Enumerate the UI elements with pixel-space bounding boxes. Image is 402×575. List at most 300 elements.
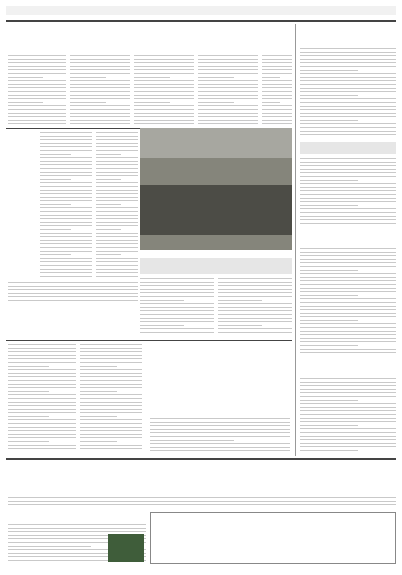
- text-line: [140, 310, 214, 311]
- text-line: [8, 501, 396, 502]
- text-line: [218, 282, 292, 283]
- text-line: [8, 296, 138, 297]
- text-line: [150, 429, 290, 430]
- text-line: [40, 150, 92, 151]
- text-line: [198, 102, 234, 103]
- text-line: [40, 186, 92, 187]
- lead-photo-sky: [140, 128, 292, 158]
- lead-body-col-1: [8, 55, 66, 127]
- text-line: [96, 251, 138, 252]
- text-line: [150, 422, 290, 423]
- text-line: [134, 69, 194, 70]
- text-line: [300, 252, 396, 253]
- text-line: [150, 425, 290, 426]
- text-line: [300, 385, 396, 386]
- text-line: [134, 62, 194, 63]
- text-line: [8, 293, 138, 294]
- text-line: [96, 258, 138, 259]
- text-line: [8, 348, 76, 349]
- text-line: [300, 80, 396, 81]
- text-line: [150, 450, 290, 451]
- text-line: [80, 419, 142, 420]
- text-line: [70, 98, 130, 99]
- text-line: [300, 131, 396, 132]
- text-line: [300, 109, 396, 110]
- text-line: [8, 80, 66, 81]
- text-line: [80, 409, 142, 410]
- text-line: [70, 66, 130, 67]
- text-line: [96, 236, 138, 237]
- text-line: [300, 84, 396, 85]
- text-line: [218, 296, 292, 297]
- text-line: [80, 437, 142, 438]
- text-line: [300, 446, 396, 447]
- text-line: [40, 182, 92, 183]
- text-line: [300, 338, 396, 339]
- text-line: [96, 197, 138, 198]
- text-line: [96, 215, 138, 216]
- text-line: [40, 243, 92, 244]
- text-line: [80, 445, 142, 446]
- text-line: [70, 59, 130, 60]
- text-line: [300, 183, 396, 184]
- text-line: [300, 52, 396, 53]
- text-line: [96, 225, 138, 226]
- text-line: [8, 300, 138, 301]
- text-line: [300, 176, 396, 177]
- text-line: [300, 95, 358, 96]
- text-line: [40, 132, 92, 133]
- text-line: [300, 208, 396, 209]
- text-line: [300, 421, 396, 422]
- text-line: [96, 261, 138, 262]
- text-line: [8, 504, 396, 505]
- text-line: [140, 303, 214, 304]
- text-line: [262, 120, 292, 121]
- text-line: [300, 120, 358, 121]
- text-line: [96, 243, 138, 244]
- left-body-c: [8, 282, 138, 306]
- text-line: [96, 172, 138, 173]
- text-line: [262, 95, 292, 96]
- text-line: [262, 69, 292, 70]
- text-line: [300, 392, 396, 393]
- text-line: [300, 219, 396, 220]
- text-line: [262, 102, 280, 103]
- text-line: [300, 198, 396, 199]
- text-line: [300, 172, 396, 173]
- text-line: [40, 261, 92, 262]
- text-line: [40, 272, 92, 273]
- text-line: [40, 236, 92, 237]
- text-line: [96, 154, 121, 155]
- text-line: [300, 396, 396, 397]
- poem-rule: [6, 340, 292, 341]
- text-line: [8, 448, 76, 449]
- text-line: [300, 116, 396, 117]
- text-line: [8, 84, 66, 85]
- right-body-4: [300, 378, 396, 454]
- text-line: [8, 113, 66, 114]
- right-body-2: [300, 158, 396, 228]
- text-line: [198, 109, 258, 110]
- text-line: [262, 113, 292, 114]
- text-line: [96, 190, 138, 191]
- right-divider: [295, 24, 296, 456]
- text-line: [70, 77, 106, 78]
- text-line: [8, 528, 146, 529]
- left-body-a: [40, 132, 92, 282]
- text-line: [8, 109, 66, 110]
- text-line: [140, 282, 214, 283]
- text-line: [300, 352, 396, 353]
- text-line: [96, 269, 138, 270]
- text-line: [40, 154, 71, 155]
- text-line: [140, 321, 214, 322]
- text-line: [40, 215, 92, 216]
- text-line: [300, 382, 396, 383]
- text-line: [300, 432, 396, 433]
- text-line: [300, 113, 396, 114]
- text-line: [70, 120, 130, 121]
- text-line: [8, 402, 76, 403]
- text-line: [8, 59, 66, 60]
- text-line: [40, 190, 92, 191]
- text-line: [70, 113, 130, 114]
- text-line: [198, 91, 258, 92]
- text-line: [198, 66, 258, 67]
- poem-side-text: [8, 344, 76, 454]
- text-line: [300, 302, 396, 303]
- text-line: [300, 98, 396, 99]
- text-line: [300, 291, 396, 292]
- text-line: [80, 416, 117, 417]
- text-line: [300, 205, 358, 206]
- text-line: [134, 73, 194, 74]
- text-line: [96, 179, 121, 180]
- text-line: [8, 77, 43, 78]
- notice-body: [8, 497, 396, 511]
- text-line: [218, 332, 292, 333]
- text-line: [40, 258, 92, 259]
- text-line: [300, 216, 396, 217]
- lead-body-col-2: [70, 55, 130, 127]
- text-line: [300, 169, 396, 170]
- text-line: [300, 323, 396, 324]
- text-line: [96, 132, 138, 133]
- text-line: [198, 55, 258, 56]
- text-line: [262, 105, 292, 106]
- text-line: [96, 139, 138, 140]
- text-line: [80, 380, 142, 381]
- text-line: [40, 269, 92, 270]
- text-line: [8, 98, 66, 99]
- text-line: [8, 69, 66, 70]
- text-line: [262, 73, 292, 74]
- text-line: [96, 200, 138, 201]
- text-line: [198, 69, 258, 70]
- text-line: [70, 84, 130, 85]
- text-line: [70, 80, 130, 81]
- text-line: [262, 116, 292, 117]
- text-line: [8, 423, 76, 424]
- text-line: [96, 182, 138, 183]
- text-line: [70, 116, 130, 117]
- text-line: [96, 254, 121, 255]
- text-line: [300, 389, 396, 390]
- text-line: [300, 127, 396, 128]
- text-line: [134, 77, 170, 78]
- text-line: [218, 321, 292, 322]
- text-line: [8, 394, 76, 395]
- text-line: [96, 222, 138, 223]
- text-line: [262, 77, 280, 78]
- text-line: [262, 87, 292, 88]
- text-line: [8, 87, 66, 88]
- text-line: [300, 55, 396, 56]
- text-line: [218, 285, 292, 286]
- text-line: [134, 80, 194, 81]
- text-line: [300, 443, 396, 444]
- text-line: [300, 284, 396, 285]
- header-rule: [6, 20, 396, 22]
- text-line: [300, 439, 396, 440]
- right-body-3: [300, 248, 396, 358]
- text-line: [80, 430, 142, 431]
- text-line: [8, 497, 396, 498]
- text-line: [80, 369, 142, 370]
- text-line: [300, 180, 358, 181]
- text-line: [300, 407, 396, 408]
- text-line: [8, 289, 138, 290]
- text-line: [8, 416, 49, 417]
- right-body-1: [300, 48, 396, 138]
- text-line: [70, 55, 130, 56]
- text-line: [80, 402, 142, 403]
- text-line: [70, 87, 130, 88]
- text-line: [80, 355, 142, 356]
- text-line: [8, 351, 76, 352]
- text-line: [70, 73, 130, 74]
- text-line: [300, 123, 396, 124]
- text-line: [134, 55, 194, 56]
- notice-rule-top: [6, 458, 396, 460]
- text-line: [300, 450, 358, 451]
- text-line: [300, 295, 358, 296]
- text-line: [8, 546, 91, 547]
- text-line: [80, 348, 142, 349]
- text-line: [8, 380, 76, 381]
- mid-body-a: [140, 278, 214, 338]
- text-line: [96, 240, 138, 241]
- text-line: [8, 55, 66, 56]
- text-line: [140, 332, 214, 333]
- text-line: [198, 73, 258, 74]
- text-line: [300, 280, 396, 281]
- text-line: [40, 229, 71, 230]
- text-line: [300, 223, 396, 224]
- text-line: [262, 98, 292, 99]
- text-line: [80, 362, 142, 363]
- text-line: [96, 211, 138, 212]
- text-line: [80, 427, 142, 428]
- text-line: [70, 62, 130, 63]
- text-line: [8, 412, 76, 413]
- text-line: [8, 120, 66, 121]
- text-line: [140, 307, 214, 308]
- text-line: [70, 105, 130, 106]
- text-line: [300, 334, 396, 335]
- text-line: [140, 289, 214, 290]
- text-line: [262, 66, 292, 67]
- text-line: [150, 436, 290, 437]
- text-line: [80, 394, 142, 395]
- text-line: [262, 80, 292, 81]
- text-line: [300, 259, 396, 260]
- text-line: [218, 318, 292, 319]
- text-line: [96, 276, 138, 277]
- text-line: [140, 285, 214, 286]
- text-line: [262, 55, 292, 56]
- text-line: [134, 123, 194, 124]
- text-line: [8, 373, 76, 374]
- text-line: [134, 95, 194, 96]
- text-line: [300, 270, 358, 271]
- lead-body-col-4: [198, 55, 258, 127]
- text-line: [80, 398, 142, 399]
- text-line: [140, 292, 214, 293]
- text-line: [218, 325, 262, 326]
- text-line: [40, 136, 92, 137]
- text-line: [8, 355, 76, 356]
- text-line: [300, 91, 396, 92]
- text-line: [40, 193, 92, 194]
- text-line: [300, 306, 396, 307]
- text-line: [8, 123, 66, 124]
- text-line: [134, 109, 194, 110]
- text-line: [300, 266, 396, 267]
- text-line: [300, 248, 396, 249]
- text-line: [198, 87, 258, 88]
- text-line: [218, 314, 292, 315]
- text-line: [40, 179, 71, 180]
- text-line: [96, 186, 138, 187]
- text-line: [300, 201, 396, 202]
- text-line: [8, 73, 66, 74]
- text-line: [300, 418, 396, 419]
- text-line: [198, 80, 258, 81]
- text-line: [300, 106, 396, 107]
- text-line: [300, 428, 396, 429]
- text-line: [300, 414, 396, 415]
- lead-body-col-3: [134, 55, 194, 127]
- text-line: [80, 391, 117, 392]
- text-line: [8, 358, 76, 359]
- text-line: [40, 254, 71, 255]
- text-line: [8, 62, 66, 63]
- text-line: [80, 423, 142, 424]
- text-line: [80, 405, 142, 406]
- text-line: [8, 282, 138, 283]
- text-line: [218, 289, 292, 290]
- text-line: [40, 240, 92, 241]
- text-line: [8, 66, 66, 67]
- text-line: [40, 143, 92, 144]
- text-line: [300, 298, 396, 299]
- text-line: [8, 398, 76, 399]
- text-line: [198, 98, 258, 99]
- text-line: [96, 136, 138, 137]
- text-line: [80, 373, 142, 374]
- text-line: [96, 218, 138, 219]
- text-line: [140, 318, 214, 319]
- text-line: [262, 123, 292, 124]
- advert-image: [108, 534, 144, 562]
- text-line: [40, 247, 92, 248]
- text-line: [300, 190, 396, 191]
- text-line: [134, 120, 194, 121]
- poem-lines-left: [80, 344, 142, 454]
- text-line: [40, 172, 92, 173]
- text-line: [8, 105, 66, 106]
- text-line: [300, 313, 396, 314]
- text-line: [150, 432, 290, 433]
- text-line: [218, 292, 292, 293]
- text-line: [40, 233, 92, 234]
- text-line: [300, 349, 396, 350]
- text-line: [8, 387, 76, 388]
- text-line: [8, 286, 138, 287]
- text-line: [70, 69, 130, 70]
- text-line: [150, 440, 234, 441]
- text-line: [300, 134, 396, 135]
- text-line: [96, 164, 138, 165]
- text-line: [40, 164, 92, 165]
- text-line: [140, 296, 214, 297]
- text-line: [262, 91, 292, 92]
- text-line: [8, 384, 76, 385]
- text-line: [198, 123, 258, 124]
- text-line: [300, 255, 396, 256]
- text-line: [300, 162, 396, 163]
- text-line: [8, 409, 76, 410]
- text-line: [96, 265, 138, 266]
- text-line: [70, 95, 130, 96]
- text-line: [8, 531, 146, 532]
- notice-table: [150, 512, 396, 564]
- text-line: [80, 434, 142, 435]
- text-line: [96, 229, 121, 230]
- text-line: [96, 161, 138, 162]
- text-line: [8, 391, 49, 392]
- text-line: [300, 48, 396, 49]
- text-line: [80, 441, 117, 442]
- text-line: [40, 225, 92, 226]
- text-line: [96, 193, 138, 194]
- text-line: [70, 123, 130, 124]
- text-line: [218, 307, 292, 308]
- text-line: [8, 445, 76, 446]
- text-line: [300, 288, 396, 289]
- text-line: [80, 351, 142, 352]
- text-line: [40, 218, 92, 219]
- text-line: [8, 441, 49, 442]
- text-line: [300, 331, 396, 332]
- text-line: [300, 309, 396, 310]
- text-line: [134, 98, 194, 99]
- text-line: [134, 116, 194, 117]
- text-line: [8, 91, 66, 92]
